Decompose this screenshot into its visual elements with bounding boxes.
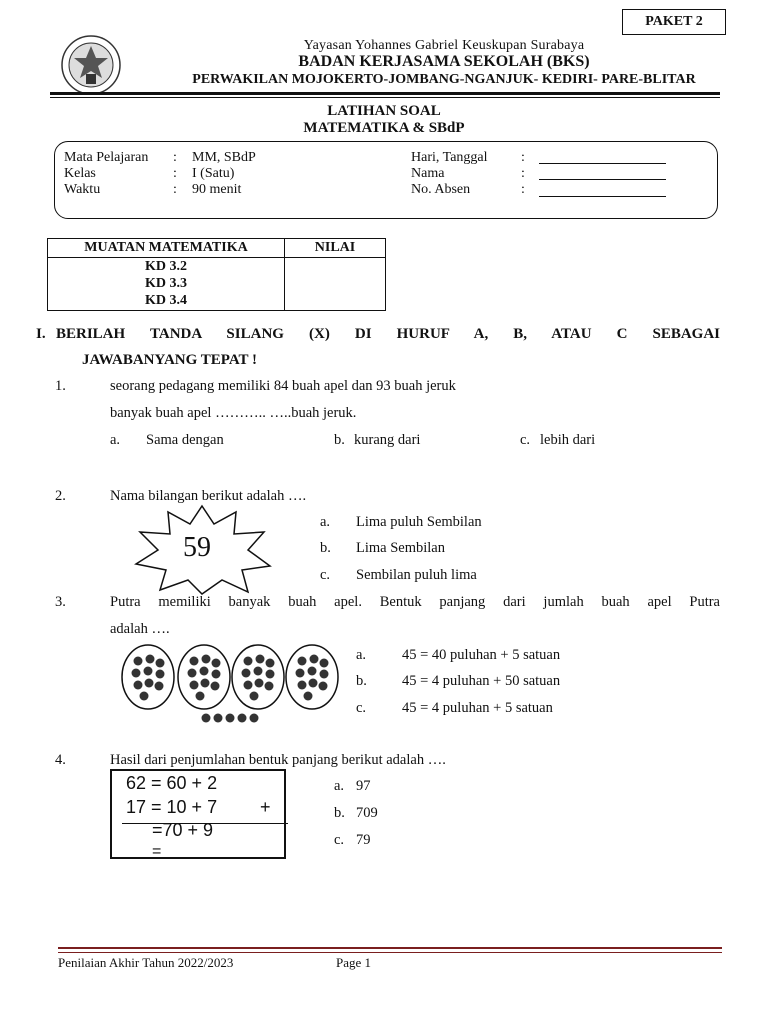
question-text: seorang pedagang memiliki 84 buah apel dan 93 buah jeruk [110, 378, 456, 394]
option-letter[interactable]: c. [356, 700, 367, 716]
branch-name: PERWAKILAN MOJOKERTO-JOMBANG-NGANJUK- KEDIRI- PARE-BLITAR [192, 72, 696, 87]
score-table-header: NILAI [285, 239, 386, 258]
option-letter[interactable]: b. [334, 805, 345, 821]
calc-line: = [152, 843, 162, 860]
section-instruction-cont: JAWABANYANG TEPAT ! [82, 352, 258, 368]
info-label: Nama [411, 166, 445, 181]
footer-exam-name: Penilaian Akhir Tahun 2022/2023 [58, 955, 234, 970]
student-info-box [54, 141, 718, 219]
option-text[interactable]: Sama dengan [146, 432, 224, 448]
score-table [47, 238, 386, 311]
option-letter[interactable]: b. [334, 432, 345, 448]
question-number: 2. [55, 488, 66, 504]
option-text[interactable]: lebih dari [540, 432, 596, 448]
section-number: I. [36, 326, 46, 342]
option-text[interactable]: 45 = 40 puluhan + 5 satuan [402, 647, 561, 663]
paket-label: PAKET 2 [622, 9, 726, 35]
info-sep: : [521, 182, 525, 197]
option-text[interactable]: 97 [356, 778, 371, 794]
option-letter[interactable]: c. [520, 432, 531, 448]
info-value: 90 menit [192, 182, 242, 197]
info-label: Hari, Tanggal [411, 150, 488, 165]
section-instruction: BERILAH TANDA SILANG (X) DI HURUF A, B, ATAU C SEBAGAI [56, 326, 720, 342]
kd-row: KD 3.3 [48, 275, 285, 292]
question-text: Hasil dari penjumlahan bentuk panjang berikut adalah …. [110, 752, 446, 768]
option-letter[interactable]: a. [320, 514, 331, 530]
plus-sign: + [260, 797, 271, 817]
question-number: 3. [55, 594, 66, 610]
option-text[interactable]: Sembilan puluh lima [356, 567, 477, 583]
info-value: MM, SBdP [192, 150, 256, 165]
footer-divider-thin [58, 952, 722, 953]
info-sep: : [173, 182, 177, 197]
header-divider [50, 92, 720, 95]
apple-groups-image [118, 641, 340, 725]
info-label: Waktu [64, 182, 101, 197]
calc-line: 17 = 10 + 7 [126, 797, 218, 817]
header-divider-thin [50, 97, 720, 98]
addition-box [110, 769, 286, 859]
question-number: 4. [55, 752, 66, 768]
question-text: Nama bilangan berikut adalah …. [110, 488, 307, 504]
question-text: banyak buah apel ……….. …..buah jeruk. [110, 405, 357, 421]
option-letter[interactable]: c. [334, 832, 345, 848]
score-cell[interactable] [285, 258, 386, 311]
option-letter[interactable]: a. [334, 778, 345, 794]
info-label: Mata Pelajaran [64, 150, 149, 165]
calc-line: =70 + 9 [152, 820, 214, 840]
info-value: I (Satu) [192, 166, 235, 181]
kd-row: KD 3.2 [48, 258, 285, 276]
footer-divider [58, 947, 722, 949]
exam-title: LATIHAN SOAL [327, 103, 441, 119]
question-number: 1. [55, 378, 66, 394]
score-table-header: MUATAN MATEMATIKA [48, 239, 285, 258]
page-number: Page 1 [336, 955, 372, 970]
info-label: Kelas [64, 166, 96, 181]
foundation-name: Yayasan Yohannes Gabriel Keuskupan Surabaya [303, 38, 585, 53]
option-letter[interactable]: b. [320, 540, 331, 556]
option-text[interactable]: 45 = 4 puluhan + 50 satuan [402, 673, 561, 689]
info-sep: : [521, 150, 525, 165]
info-sep: : [173, 166, 177, 181]
option-letter[interactable]: c. [320, 567, 331, 583]
option-text[interactable]: Lima puluh Sembilan [356, 514, 482, 530]
option-text[interactable]: 709 [356, 805, 378, 821]
option-text[interactable]: 79 [356, 832, 371, 848]
kd-row: KD 3.4 [48, 292, 285, 311]
calc-line: 62 = 60 + 2 [126, 773, 218, 793]
exam-subject: MATEMATIKA & SBdP [303, 120, 465, 136]
star-number: 59 [183, 532, 211, 563]
organization-name: BADAN KERJASAMA SEKOLAH (BKS) [298, 53, 590, 70]
question-text: adalah …. [110, 621, 170, 637]
name-answer-line[interactable] [539, 179, 666, 180]
date-answer-line[interactable] [539, 163, 666, 164]
option-letter[interactable]: a. [356, 647, 367, 663]
info-label: No. Absen [411, 182, 471, 197]
info-sep: : [173, 150, 177, 165]
info-sep: : [521, 166, 525, 181]
option-text[interactable]: kurang dari [354, 432, 421, 448]
option-letter[interactable]: a. [110, 432, 121, 448]
option-text[interactable]: Lima Sembilan [356, 540, 445, 556]
question-text: Putra memiliki banyak buah apel. Bentuk panjang dari jumlah buah apel Putra [110, 594, 720, 610]
absen-answer-line[interactable] [539, 196, 666, 197]
option-text[interactable]: 45 = 4 puluhan + 5 satuan [402, 700, 553, 716]
option-letter[interactable]: b. [356, 673, 367, 689]
